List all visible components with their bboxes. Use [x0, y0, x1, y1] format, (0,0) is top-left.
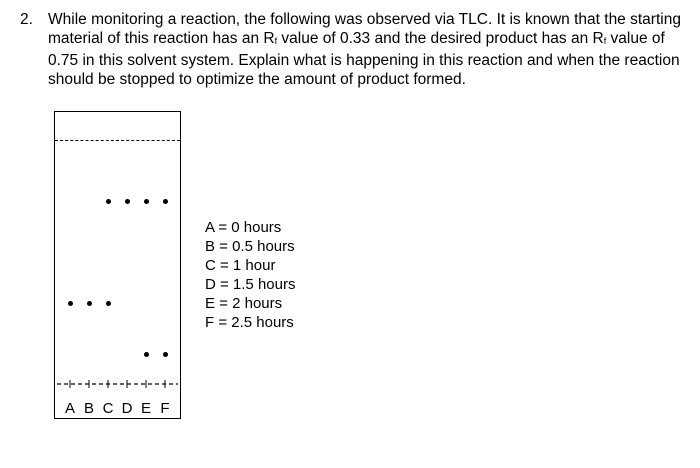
baseline-line	[55, 380, 180, 388]
legend-item-b: B = 0.5 hours	[205, 238, 295, 255]
tlc-spot-c-1	[106, 301, 111, 306]
question-text-part-2: value of 0.33 and the desired product has an R	[277, 30, 604, 47]
legend-item-d: D = 1.5 hours	[205, 276, 296, 293]
lane-label-f: F	[160, 400, 170, 417]
lane-labels	[55, 401, 180, 419]
lane-label-b: B	[83, 400, 94, 417]
tlc-spot-b-1	[87, 301, 92, 306]
question	[20, 10, 690, 89]
lane-label-c: C	[102, 400, 114, 417]
legend-item-c: C = 1 hour	[205, 257, 276, 274]
question-text-part-3: value of 0.75 in this solvent system. Explain what is happening in this reaction and when the reaction should be stopped to optimize the amount of product formed.	[48, 30, 680, 88]
question-text-part-1: While monitoring a reaction, the following was observed via TLC. It is known that the starting material of this reaction has an R	[48, 11, 681, 47]
tlc-spot-f-2	[163, 352, 168, 357]
legend-item-e: E = 2 hours	[205, 295, 283, 312]
tlc-spot-e-2	[144, 352, 149, 357]
tlc-plate	[54, 111, 181, 419]
solvent-front-line	[55, 140, 180, 141]
tlc-spot-d-1	[125, 199, 130, 204]
lane-label-e: E	[140, 400, 151, 417]
tlc-spot-c-2	[106, 199, 111, 204]
time-legend	[205, 218, 295, 332]
tlc-spot-a-1	[68, 301, 73, 306]
question-number: 2.	[20, 11, 33, 28]
rf-subscript: f	[603, 36, 607, 46]
tlc-spot-e-1	[144, 199, 149, 204]
tlc-spot-f-1	[163, 199, 168, 204]
lane-label-a: A	[64, 400, 75, 417]
question-text	[48, 10, 690, 89]
legend-item-a: A = 0 hours	[205, 219, 282, 236]
legend-item-f: F = 2.5 hours	[205, 314, 294, 331]
lane-label-d: D	[121, 400, 133, 417]
rf-subscript: f	[274, 36, 278, 46]
